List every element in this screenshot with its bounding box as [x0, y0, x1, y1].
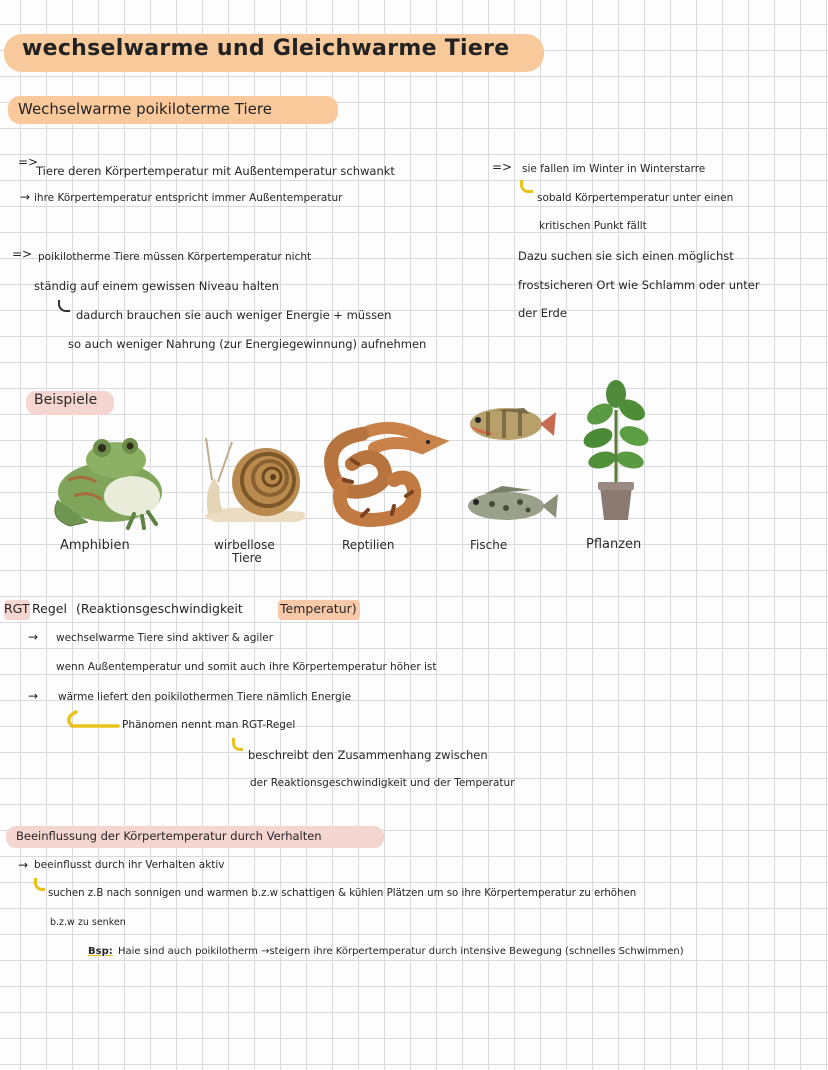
bsp-label: Bsp:	[88, 946, 113, 957]
rgt-line-5: beschreibt den Zusammenhang zwischen	[248, 748, 488, 762]
arrow-icon: →	[28, 630, 39, 644]
left-line-2: ihre Körpertemperatur entspricht immer Außentemperatur	[34, 192, 343, 204]
rgt-line-1: wechselwarme Tiere sind aktiver & agiler	[56, 632, 274, 644]
hook-arrow-icon	[58, 300, 70, 312]
behavior-line-1: beeinflusst durch ihr Verhalten aktiv	[34, 859, 225, 871]
frog-icon	[44, 430, 170, 530]
right-line-5: frostsicheren Ort wie Schlamm oder unter	[518, 278, 760, 292]
fish-icon	[464, 404, 558, 446]
right-line-4: Dazu suchen sie sich einen möglichst	[518, 249, 734, 263]
rgt-line-2: wenn Außentemperatur und somit auch ihre Körpertemperatur höher ist	[56, 661, 437, 673]
rgt-heading-d: Temperatur)	[280, 601, 357, 616]
behavior-heading: Beeinflussung der Körpertemperatur durch Verhalten	[16, 829, 322, 843]
snake-icon	[322, 420, 440, 528]
section-subtitle: Wechselwarme poikiloterme Tiere	[18, 100, 272, 118]
behavior-line-2: suchen z.B nach sonnigen und warmen b.z.w schattigen & kühlen Plätzen um so ihre Körpertemperatur zu erhöhen	[48, 888, 637, 899]
caption-wirbellose: wirbellose	[214, 538, 275, 552]
hook-arrow-icon	[232, 738, 243, 751]
fish-icon	[462, 484, 558, 528]
rgt-line-6: der Reaktionsgeschwindigkeit und der Temperatur	[250, 777, 515, 789]
rgt-line-3: wärme liefert den poikilothermen Tiere nämlich Energie	[58, 691, 352, 703]
right-line-6: der Erde	[518, 306, 567, 320]
rgt-heading-b: Regel	[32, 601, 67, 616]
left-line-4: ständig auf einem gewissen Niveau halten	[34, 279, 279, 293]
rgt-heading-a: RGT	[4, 601, 30, 616]
left-line-5: dadurch brauchen sie auch weniger Energie + müssen	[76, 308, 392, 322]
arrow-icon: →	[28, 689, 39, 703]
hook-arrow-icon	[34, 878, 45, 891]
caption-tiere: Tiere	[232, 551, 262, 565]
behavior-line-3: b.z.w zu senken	[50, 917, 126, 928]
rgt-heading-c: (Reaktionsgeschwindigkeit	[76, 601, 243, 616]
double-arrow-icon: =>	[18, 155, 39, 169]
yellow-curve-arrow-icon	[62, 708, 120, 732]
plant-icon	[578, 380, 654, 528]
examples-label: Beispiele	[34, 392, 98, 408]
rgt-line-4: Phänomen nennt man RGT-Regel	[122, 719, 296, 731]
double-arrow-icon: =>	[492, 160, 513, 174]
double-arrow-icon: =>	[12, 247, 33, 261]
left-line-1: Tiere deren Körpertemperatur mit Außentemperatur schwankt	[36, 164, 395, 178]
arrow-icon: →	[18, 858, 29, 872]
caption-fische: Fische	[470, 538, 508, 552]
snail-icon	[200, 432, 312, 528]
behavior-example: Haie sind auch poikilotherm →steigern ihre Körpertemperatur durch intensive Bewegung (schnelles Schwimmen)	[118, 946, 684, 957]
hook-arrow-icon	[520, 180, 533, 193]
arrow-icon: →	[20, 190, 31, 204]
page-title: wechselwarme und Gleichwarme Tiere	[22, 36, 510, 61]
right-line-2: sobald Körpertemperatur unter einen	[537, 192, 734, 204]
caption-pflanzen: Pflanzen	[586, 537, 642, 552]
left-line-6: so auch weniger Nahrung (zur Energiegewinnung) aufnehmen	[68, 337, 427, 351]
right-line-3: kritischen Punkt fällt	[539, 220, 647, 232]
right-line-1: sie fallen im Winter in Winterstarre	[522, 163, 706, 175]
left-line-3: poikilotherme Tiere müssen Körpertemperatur nicht	[38, 251, 312, 263]
caption-amphibien: Amphibien	[60, 538, 130, 553]
caption-reptilien: Reptilien	[342, 538, 395, 552]
